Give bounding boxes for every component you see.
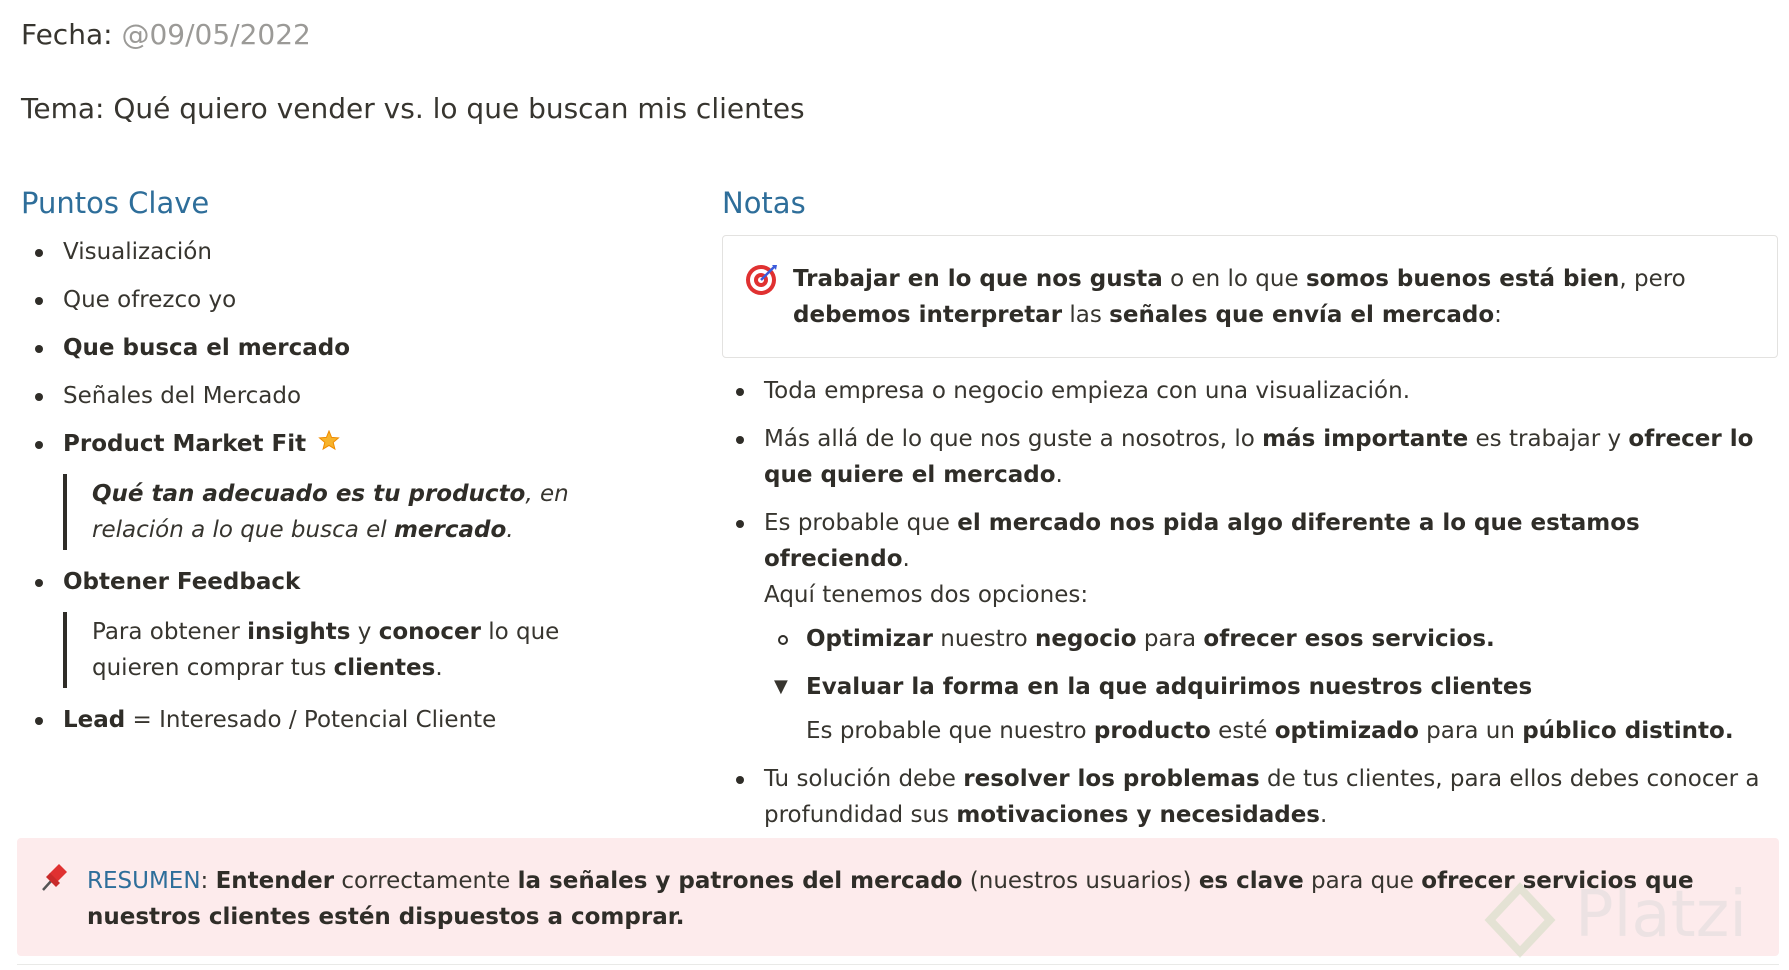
target-icon xyxy=(743,262,779,298)
list-item-text: Tu solución debe xyxy=(764,766,964,792)
sub-list-item xyxy=(764,621,1762,657)
list-item-text: Lead xyxy=(63,707,126,733)
star-icon xyxy=(317,430,341,454)
platzi-watermark xyxy=(1480,880,1780,970)
quote-bold: Qué tan adecuado es tu producto xyxy=(92,481,526,507)
callout-plain: o en lo que xyxy=(1162,266,1306,292)
toggle-bold: producto xyxy=(1093,718,1211,744)
list-item-bold: resolver los problemas xyxy=(963,766,1260,792)
list-item-text: Product Market Fit xyxy=(63,431,307,457)
notas-heading: Notas xyxy=(722,186,806,220)
toggle-text: para un xyxy=(1418,718,1523,744)
resumen-label: RESUMEN xyxy=(87,868,201,894)
list-item-text: Aquí tenemos dos opciones: xyxy=(764,582,1089,608)
fecha-value[interactable]: @09/05/2022 xyxy=(121,18,311,51)
list-item-text: Es probable que xyxy=(764,510,958,536)
list-item-text: Que busca el mercado xyxy=(63,335,351,361)
resumen-plain: : xyxy=(200,868,216,894)
callout-bold: somos buenos está bien xyxy=(1305,266,1620,292)
list-item xyxy=(722,373,1762,409)
list-item-text: Que ofrezco yo xyxy=(63,287,237,313)
list-item-text: Toda empresa o negocio empieza con una visualización. xyxy=(764,378,1410,404)
list-item xyxy=(722,761,1762,833)
notas-list xyxy=(722,373,1762,845)
tema-line: Tema: Qué quiero vender vs. lo que buscan mis clientes xyxy=(21,92,805,125)
list-item xyxy=(21,234,661,270)
resumen-bold: ofrecer servicios que nuestros clientes estén dispuestos a comprar. xyxy=(87,868,1694,930)
notas-callout xyxy=(722,235,1778,358)
list-item-text: Obtener Feedback xyxy=(63,569,301,595)
quote-text: . xyxy=(435,655,443,681)
puntos-clave-heading: Puntos Clave xyxy=(21,186,210,220)
list-item-text: es trabajar y xyxy=(1468,426,1629,452)
sub-bold: ofrecer esos servicios. xyxy=(1203,626,1495,652)
toggle-item[interactable] xyxy=(764,669,1762,749)
quote-bold: conocer xyxy=(378,619,481,645)
resumen-bold: la señales y patrones del mercado xyxy=(517,868,963,894)
quote-bold: insights xyxy=(247,619,351,645)
list-item xyxy=(21,564,661,600)
toggle-title: Evaluar la forma en la que adquirimos nuestros clientes xyxy=(806,674,1533,700)
list-item-text: . xyxy=(902,546,910,572)
callout-plain: , pero xyxy=(1619,266,1686,292)
toggle-bold: optimizado xyxy=(1274,718,1419,744)
toggle-bold: público distinto. xyxy=(1522,718,1734,744)
list-item-text: . xyxy=(1055,462,1063,488)
opciones-sublist xyxy=(764,621,1762,749)
resumen-plain: correctamente xyxy=(334,868,518,894)
sub-text: para xyxy=(1136,626,1204,652)
quote-text: lo que quieren comprar tus xyxy=(92,619,560,681)
toggle-body xyxy=(806,713,1762,749)
fecha-label: Fecha: xyxy=(21,18,113,51)
puntos-clave-list xyxy=(21,234,661,750)
quote-text: . xyxy=(506,517,514,543)
list-item xyxy=(21,426,661,462)
list-item-bold: más importante xyxy=(1262,426,1469,452)
list-item xyxy=(21,330,661,366)
callout-bold: Trabajar en lo que nos gusta xyxy=(793,266,1163,292)
callout-bold: señales que envía el mercado xyxy=(1109,302,1495,328)
list-item-text: Más allá de lo que nos guste a nosotros, lo xyxy=(764,426,1263,452)
callout-plain: : xyxy=(1494,302,1502,328)
list-item-text: Visualización xyxy=(63,239,212,265)
toggle-text: esté xyxy=(1210,718,1275,744)
pushpin-icon xyxy=(37,860,71,894)
quote-bold: clientes xyxy=(333,655,436,681)
list-item xyxy=(21,378,661,414)
sub-text: nuestro xyxy=(933,626,1035,652)
list-item-text: de tus clientes, para ellos debes conocer a profundidad sus xyxy=(764,766,1760,828)
fecha-line xyxy=(21,18,311,51)
list-item xyxy=(722,421,1762,493)
product-market-fit-quote xyxy=(63,474,592,550)
resumen-bold: Entender xyxy=(215,868,335,894)
feedback-quote xyxy=(63,612,592,688)
toggle-triangle-icon[interactable]: ▼ xyxy=(774,676,788,697)
sub-bold: negocio xyxy=(1034,626,1137,652)
list-item-text: . xyxy=(1320,802,1328,828)
list-item-text: Señales del Mercado xyxy=(63,383,302,409)
quote-text: , en relación a lo que busca el xyxy=(92,481,569,543)
list-item xyxy=(722,505,1762,749)
callout-bold: debemos interpretar xyxy=(793,302,1063,328)
list-item-text: = Interesado / Potencial Cliente xyxy=(125,707,497,733)
sub-bold: Optimizar xyxy=(806,626,933,652)
toggle-text: Es probable que nuestro xyxy=(806,718,1094,744)
platzi-logo-icon xyxy=(1480,880,1560,960)
list-item-bold: ofrecer lo que quiere el mercado xyxy=(764,426,1754,488)
list-item-bold: motivaciones y necesidades xyxy=(956,802,1320,828)
watermark-text: Platzi xyxy=(1575,878,1748,952)
resumen-bold: es clave xyxy=(1198,868,1304,894)
callout-text xyxy=(793,261,1753,333)
resumen-plain: para que xyxy=(1303,868,1422,894)
list-item-bold: el mercado nos pida algo diferente a lo que estamos ofreciendo xyxy=(764,510,1640,572)
list-item xyxy=(21,282,661,318)
quote-bold: mercado xyxy=(393,517,507,543)
list-item xyxy=(21,702,661,738)
quote-text: Para obtener xyxy=(92,619,248,645)
quote-text: y xyxy=(350,619,379,645)
resumen-plain: (nuestros usuarios) xyxy=(962,868,1199,894)
callout-plain: las xyxy=(1062,302,1110,328)
